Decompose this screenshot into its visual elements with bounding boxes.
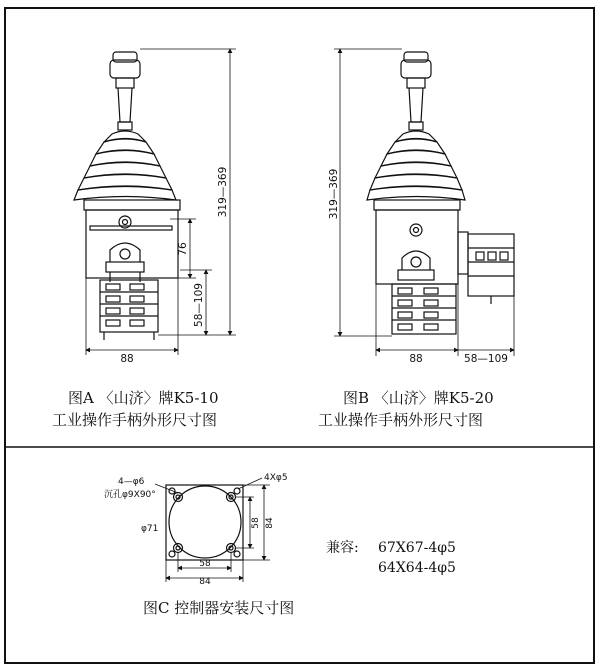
fig-c-84v-label: 84 (265, 517, 275, 529)
fig-c-58h-label: 58 (199, 559, 211, 569)
fig-b-height-label: 319—369 (328, 168, 340, 220)
fig-b-caption-line1: 图B 〈山济〉牌K5-20 (343, 389, 494, 407)
figure-b-dimensions (334, 49, 514, 356)
fig-a-76-label: 76 (177, 242, 189, 256)
fig-a-58-109-label: 58—109 (193, 283, 205, 327)
fig-a-height-label: 319—369 (217, 166, 229, 218)
fig-a-caption-line1: 图A 〈山济〉牌K5-10 (68, 389, 219, 407)
figure-a-drawing (74, 52, 180, 340)
figure-b-drawing (367, 52, 514, 334)
outer-frame (5, 8, 594, 663)
compat-line-1: 67X67-4φ5 (378, 540, 456, 556)
fig-b-width-label: 88 (409, 353, 423, 365)
compat-line-2: 64X64-4φ5 (378, 560, 456, 576)
fig-c-hole-label: 4—φ6 (118, 477, 145, 487)
fig-c-caption: 图C 控制器安装尺寸图 (143, 599, 295, 617)
figure-a-dimensions (86, 49, 236, 355)
fig-c-58v-label: 58 (251, 517, 261, 529)
figure-c-drawing (166, 485, 243, 560)
fig-c-hole-4x5-label: 4Xφ5 (264, 473, 288, 483)
fig-a-caption-line2: 工业操作手柄外形尺寸图 (52, 411, 218, 429)
fig-c-counterbore-label: 沉孔φ9X90° (104, 490, 156, 500)
compat-label: 兼容: (326, 540, 359, 556)
fig-b-58-109-label: 58—109 (464, 353, 508, 365)
fig-b-caption-line2: 工业操作手柄外形尺寸图 (318, 411, 484, 429)
fig-c-84h-label: 84 (199, 577, 211, 587)
fig-a-width-label: 88 (120, 353, 134, 365)
fig-c-dia-71-label: φ71 (141, 524, 159, 534)
